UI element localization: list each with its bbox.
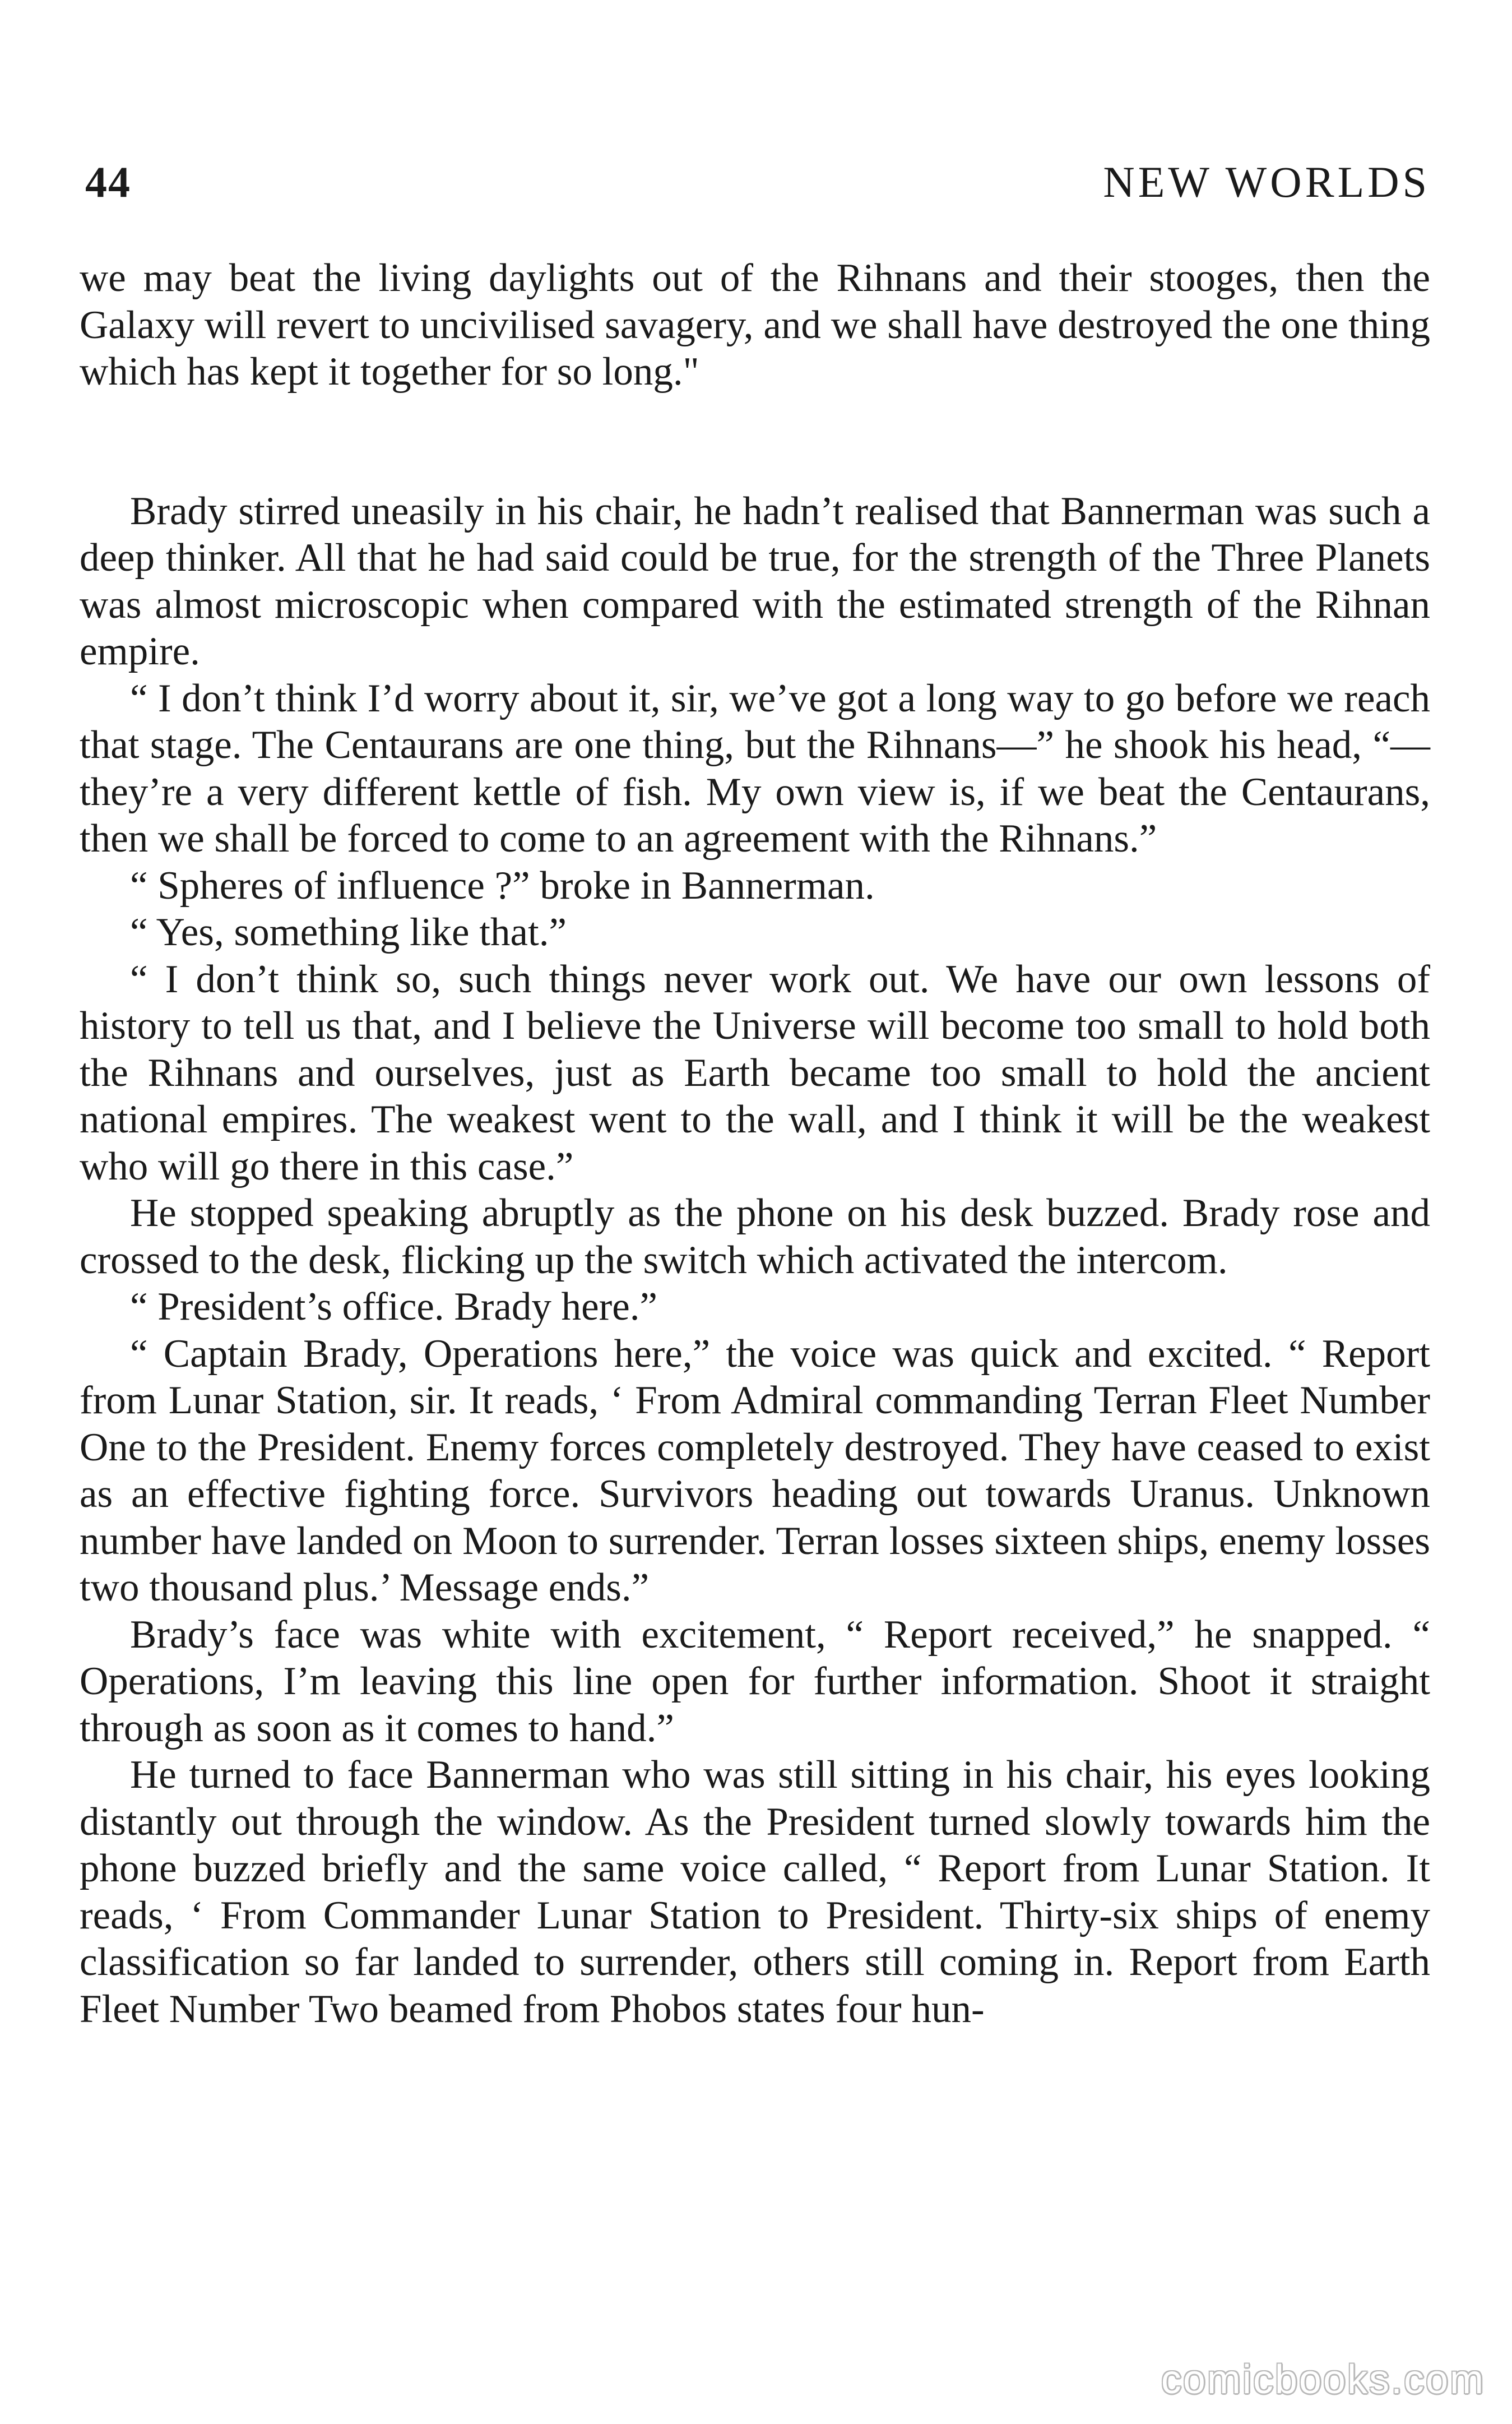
page-number: 44: [85, 158, 131, 206]
paragraph-continued: we may beat the living daylights out of the Rihnans and their stooges, then the Galaxy will revert to uncivilised savagery, and we shall have destroyed the one thing which has kept it together for so long.": [80, 256, 1430, 394]
paragraph: “ Captain Brady, Operations here,” the voice was quick and excited. “ Report from Lunar Station, sir. It reads, ‘ From Admiral commanding Terran Fleet Number One to the President. Enemy forces completely destroyed. They have ceased to exist as an effective fighting force. Survivors heading out towards Uranus. Unknown number have landed on Moon to surrender. Terran losses sixteen ships, enemy losses two thousand plus.’ Message ends.”: [80, 1331, 1430, 1609]
paragraph: Brady stirred uneasily in his chair, he hadn’t realised that Bannerman was such a deep thinker. All that he had said could be true, for the strength of the Three Planets was almost microscopic when compared with the estimated strength of the Rihnan empire.: [80, 489, 1430, 673]
paragraph: He stopped speaking abruptly as the phone on his desk buzzed. Brady rose and crossed to the desk, flicking up the switch which activated the intercom.: [80, 1191, 1430, 1282]
paragraph: “ Spheres of influence ?” broke in Bannerman.: [130, 863, 875, 908]
running-head: NEW WORLDS: [1103, 158, 1430, 206]
paragraph: Brady’s face was white with excitement, “ Report received,” he snapped. “ Operations, I’m leaving this line open for further information. Shoot it straight through as soon as it comes to hand.”: [80, 1612, 1430, 1750]
paragraph: “ President’s office. Brady here.”: [130, 1285, 658, 1329]
body-text: [80, 255, 1430, 2033]
page-header: [85, 157, 1430, 219]
section-break: [80, 396, 1430, 488]
watermark: comicbooks.com: [1161, 2357, 1485, 2402]
paragraph: “ I don’t think so, such things never work out. We have our own lessons of history to tell us that, and I believe the Universe will become too small to hold both the Rihnans and ourselves, just as Earth became too small to hold the ancient national empires. The weakest went to the wall, and I think it will be the weakest who will go there in this case.”: [80, 957, 1430, 1188]
paragraph: He turned to face Bannerman who was still sitting in his chair, his eyes looking distantly out through the window. As the President turned slowly towards him the phone buzzed briefly and the same voice called, “ Report from Lunar Station. It reads, ‘ From Commander Lunar Station to President. Thirty-six ships of enemy classification so far landed to surrender, others still coming in. Report from Earth Fleet Number Two beamed from Phobos states four hun-: [80, 1753, 1430, 2031]
paragraph: “ Yes, something like that.”: [130, 910, 567, 954]
paragraph: “ I don’t think I’d worry about it, sir, we’ve got a long way to go before we reach that stage. The Centaurans are one thing, but the Rihnans—” he shook his head, “—they’re a very different kettle of fish. My own view is, if we beat the Centaurans, then we shall be forced to come to an agreement with the Rihnans.”: [80, 676, 1430, 861]
